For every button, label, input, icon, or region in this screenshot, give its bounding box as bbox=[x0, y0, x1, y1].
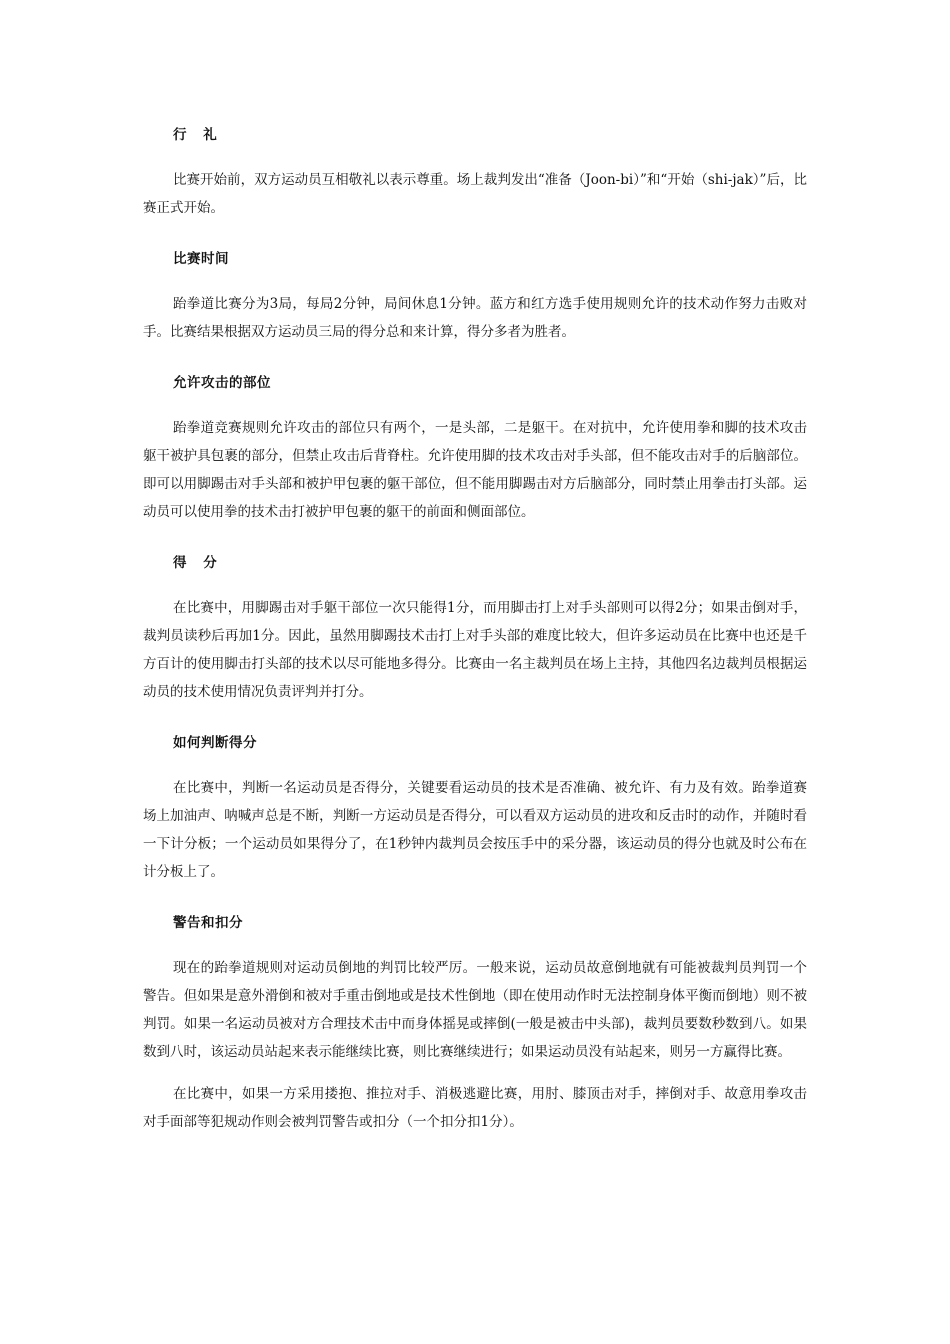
section-paragraph: 在比赛中，判断一名运动员是否得分，关键要看运动员的技术是否准确、被允许、有力及有效。跆拳道赛场上加油声、呐喊声总是不断，判断一方运动员是否得分，可以看双方运动员的进攻和反击时的动作，并随时看一下计分板；一个运动员如果得分了，在1秒钟内裁判员会按压手中的采分器，该运动员的得分也就及时公布在计分板上了。 bbox=[143, 780, 807, 880]
section-title-judging-score: 如何判断得分 bbox=[173, 735, 257, 751]
section-title-scoring: 得 分 bbox=[173, 555, 223, 571]
section-paragraph: 比赛开始前，双方运动员互相敬礼以表示尊重。场上裁判发出“准备（Joon-bi）”和“开始（shi-jak）”后，比赛正式开始。 bbox=[143, 172, 807, 216]
section-title-salute: 行 礼 bbox=[173, 127, 223, 143]
section-title-warnings-deductions: 警告和扣分 bbox=[173, 915, 243, 931]
section-paragraph: 现在的跆拳道规则对运动员倒地的判罚比较严厉。一般来说，运动员故意倒地就有可能被裁判员判罚一个警告。但如果是意外滑倒和被对手重击倒地或是技术性倒地（即在使用动作时无法控制身体平衡而倒地）则不被判罚。如果一名运动员被对方合理技术击中而身体摇晃或摔倒(一般是被击中头部)，裁判员要数秒数到八。如果数到八时，该运动员站起来表示能继续比赛，则比赛继续进行；如果运动员没有站起来，则另一方赢得比赛。 bbox=[143, 960, 807, 1060]
section-title-match-time: 比赛时间 bbox=[173, 251, 229, 267]
section-paragraph: 跆拳道比赛分为3局，每局2分钟，局间休息1分钟。蓝方和红方选手使用规则允许的技术动作努力击败对手。比赛结果根据双方运动员三局的得分总和来计算，得分多者为胜者。 bbox=[143, 296, 807, 340]
section-title-target-areas: 允许攻击的部位 bbox=[173, 375, 271, 391]
section-paragraph: 在比赛中，用脚踢击对手躯干部位一次只能得1分，而用脚击打上对手头部则可以得2分；如果击倒对手，裁判员读秒后再加1分。因此，虽然用脚踢技术击打上对手头部的难度比较大，但许多运动员在比赛中也还是千方百计的使用脚击打头部的技术以尽可能地多得分。比赛由一名主裁判员在场上主持，其他四名边裁判员根据运动员的技术使用情况负责评判并打分。 bbox=[143, 600, 807, 700]
section-paragraph: 在比赛中，如果一方采用搂抱、推拉对手、消极逃避比赛，用肘、膝顶击对手，摔倒对手、故意用拳攻击对手面部等犯规动作则会被判罚警告或扣分（一个扣分扣1分）。 bbox=[143, 1086, 807, 1130]
section-paragraph: 跆拳道竞赛规则允许攻击的部位只有两个，一是头部，二是躯干。在对抗中，允许使用拳和脚的技术攻击躯干被护具包裹的部分，但禁止攻击后背脊柱。允许使用脚的技术攻击对手头部，但不能攻击对手的后脑部位。即可以用脚踢击对手头部和被护甲包裹的躯干部位，但不能用脚踢击对方后脑部分，同时禁止用拳击打头部。运动员可以使用拳的技术击打被护甲包裹的躯干的前面和侧面部位。 bbox=[143, 420, 807, 520]
document-content bbox=[143, 118, 807, 1156]
